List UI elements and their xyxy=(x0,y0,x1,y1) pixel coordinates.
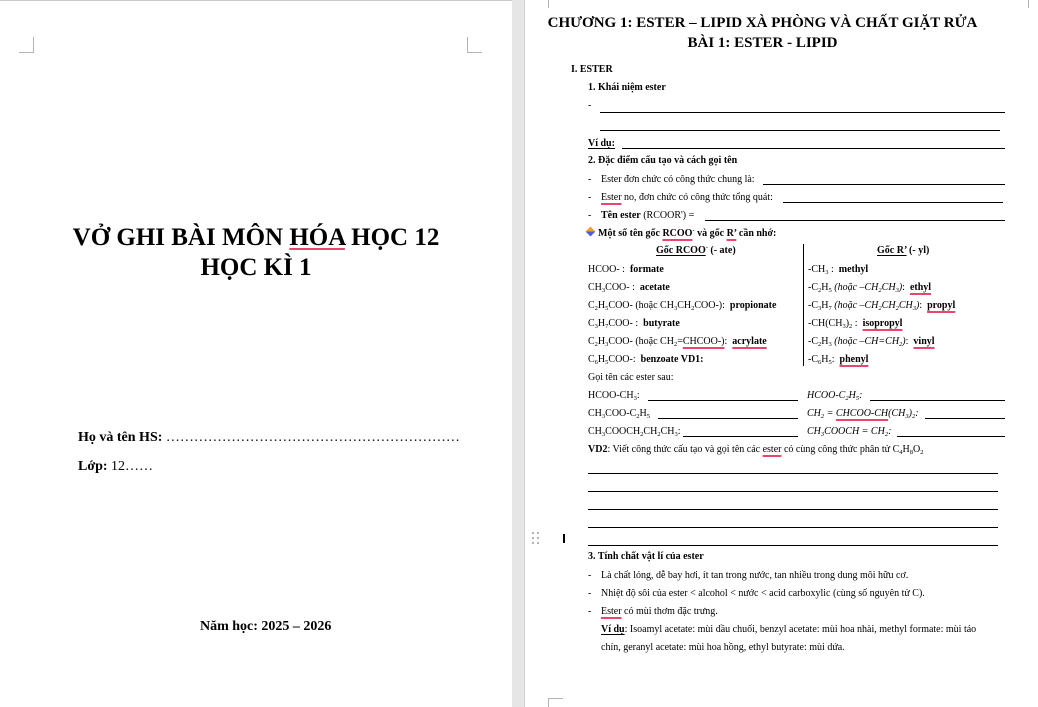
text-cursor xyxy=(563,534,565,543)
answer-line[interactable] xyxy=(897,436,1005,437)
answer-line[interactable] xyxy=(763,184,1005,185)
subsection-heading: 3. Tính chất vật lí của ester xyxy=(588,551,704,562)
table-row: $-CH(CH_3)_2$ : isopropyl xyxy=(808,318,903,330)
text-line: Ester có mùi thơm đặc trưng. xyxy=(601,606,718,617)
answer-line[interactable] xyxy=(783,202,1003,203)
exercise-item: $CH_2$ = CHCOO-$CH(CH_3)_2$: xyxy=(807,408,919,420)
answer-line[interactable] xyxy=(925,418,1005,419)
table-divider xyxy=(803,244,804,366)
answer-line[interactable] xyxy=(870,400,1005,401)
answer-line[interactable] xyxy=(600,112,1005,113)
text-line: Ester no, đơn chức có công thức tổng quát: xyxy=(601,192,773,203)
cover-page[interactable] xyxy=(0,0,512,707)
bullet-icon xyxy=(586,227,596,237)
table-row: HCOO- : formate xyxy=(588,264,664,275)
dash-bullet: - xyxy=(588,100,592,111)
table-row: $CH_3COO-$ : acetate xyxy=(588,282,670,294)
table-row: $-C_3H_7$ (hoặc $-CH_2CH_2CH_3$): propyl xyxy=(808,300,956,312)
exercise-item: HCOO-$C_2H_5$: xyxy=(807,390,863,402)
misspelled-word[interactable]: HÓA xyxy=(289,224,345,251)
margin-corner-mark xyxy=(467,37,482,53)
table-row: $C_6H_5COO-$: benzoate VD1: xyxy=(588,354,704,366)
exercise-item: $CH_3COO-C_2H_5$ xyxy=(588,408,651,420)
exercise-prompt: Gọi tên các ester sau: xyxy=(588,372,674,383)
answer-line[interactable] xyxy=(600,130,1000,131)
text-line: Nhiệt độ sôi của ester < alcohol < nước < acid carboxylic (cùng số nguyên tử C). xyxy=(601,588,925,599)
table-row: $-C_2H_3$ (hoặc $-CH=CH_2$): vinyl xyxy=(808,336,935,348)
chapter-title: CHƯƠNG 1: ESTER – LIPID XÀ PHÒNG VÀ CHẤT GIẶT RỬA xyxy=(547,15,978,31)
page-gutter xyxy=(512,0,525,707)
exercise-item: $CH_3COOCH = CH_2$: xyxy=(807,426,892,438)
margin-corner-mark xyxy=(19,37,34,53)
table-row: $C_2H_5COO-$ (hoặc $CH_3CH_2COO-$): propionate xyxy=(588,300,777,312)
table-row: $C_2H_3COO-$ (hoặc $CH_2=CHCOO-$): acrylate xyxy=(588,336,767,348)
text-line: Ester đơn chức có công thức chung là: xyxy=(601,174,755,185)
cover-title: VỞ GHI BÀI MÔN HÓA HỌC 12 HỌC KÌ 1 xyxy=(72,224,440,281)
example-label: Ví dụ: xyxy=(588,138,615,149)
subsection-heading: 1. Khái niệm ester xyxy=(588,82,666,93)
section-heading: I. ESTER xyxy=(571,64,613,75)
exercise-item: HCOO-$CH_3$: xyxy=(588,390,640,402)
table-row: $-C_6H_5$: phenyl xyxy=(808,354,869,366)
margin-corner-mark xyxy=(548,0,563,8)
class-field[interactable]: Lớp: 12…… xyxy=(78,459,154,474)
answer-line[interactable] xyxy=(648,400,798,401)
answer-line[interactable] xyxy=(683,436,798,437)
answer-line[interactable] xyxy=(588,473,998,474)
answer-line[interactable] xyxy=(588,527,998,528)
table-row: $-CH_3$ : methyl xyxy=(808,264,869,276)
subsection-heading: 2. Đặc điểm cấu tạo và cách gọi tên xyxy=(588,155,738,166)
cover-subtitle: HỌC KÌ 1 xyxy=(200,254,312,281)
lesson-title: BÀI 1: ESTER - LIPID xyxy=(687,35,838,51)
student-name-field[interactable]: Họ và tên HS: ……………………………………………………… xyxy=(78,430,460,445)
answer-line[interactable] xyxy=(588,491,998,492)
table-header-r: Gốc R’ (- yl) xyxy=(877,245,930,256)
answer-line[interactable] xyxy=(658,418,798,419)
exercise-item: $CH_3COOCH_2CH_2CH_3$: xyxy=(588,426,681,438)
remember-note: Một số tên gốc RCOO- và gốc R’ cần nhớ: xyxy=(587,228,776,239)
answer-line[interactable] xyxy=(705,220,1005,221)
margin-corner-mark xyxy=(548,698,563,707)
margin-corner-mark xyxy=(1014,0,1029,8)
lesson-page[interactable]: CHƯƠNG 1: ESTER – LIPID XÀ PHÒNG VÀ CHẤT GIẶT RỬA BÀI 1: ESTER - LIPID I. ESTER 1. Khái niệm ester - Ví dụ: 2. Đặc điểm cấu tạo và cách gọi tên - Ester đơn chức có công thức chung là: - Ester no, đơn chức có công thức tổng quát: - Tên ester (RCOOR') = Một số tên gốc RCOO- và gốc R’ cần nhớ: Gốc RCOO- (- ate) Gốc R’ (- yl) HCOO- : formate $CH_3COO-$ : acetate $C_2H_5COO-$ (hoặc $CH_3CH_2COO-$): propionate $C_3H_7COO-$ : butyrate $C_2H_3COO-$ (hoặc $CH_2=CHCOO-$): acrylate $C_6H_5COO-$: benzoate VD1: $-CH_3$ : methyl $-C_2H_5$ (hoặc $-CH_2CH_3$): ethyl $-C_3H_7$ (hoặc $-CH_2CH_2CH_3$): propyl $-CH(CH_3)_2$ : isopropyl $-C_2H_3$ (hoặc $-CH=CH_2$): vinyl $-C_6H_5$: phenyl Gọi tên các ester sau: HCOO-$CH_3$: HCOO-$C_2H_5$: $CH_3COO-C_2H_5$ $CH_2$ = CHCOO-$CH(CH_3)_2$: $CH_3COOCH_2CH_2CH_3$: $CH_3COOCH = CH_2$: VD2: Viết công thức cấu tạo và gọi tên các ester có cùng công thức phân tử $C_4H_8O_2$ 3. Tính chất vật lí của ester - Là chất lỏng, dễ bay hơi, ít tan trong nước, tan nhiều trong dung môi hữu cơ. - Nhiệt độ sôi của ester < alcohol < nước < acid carboxylic (cùng số nguyên tử C). - Ester có mùi thơm đặc trưng. Ví dụ: Isoamyl acetate: mùi dầu chuối, benzyl acetate: mùi hoa nhài, methyl formate: mùi táo chín, geranyl acetate: mùi hoa hồng, ethyl butyrate: mùi dứa. xyxy=(525,0,1038,707)
answer-line[interactable] xyxy=(622,148,1005,149)
school-year: Năm học: 2025 – 2026 xyxy=(200,619,332,634)
drag-handle-icon[interactable] xyxy=(532,532,541,545)
table-row: $C_3H_7COO-$ : butyrate xyxy=(588,318,680,330)
answer-line[interactable] xyxy=(588,545,998,546)
table-row: $-C_2H_5$ (hoặc $-CH_2CH_3$): ethyl xyxy=(808,282,932,294)
misspelled-word[interactable]: Ester xyxy=(601,192,622,203)
vd2-prompt: VD2: Viết công thức cấu tạo và gọi tên các ester có cùng công thức phân tử $C_4H_8O_2$ xyxy=(588,444,924,456)
example-line: chín, geranyl acetate: mùi hoa hồng, ethyl butyrate: mùi dứa. xyxy=(601,642,845,653)
answer-line[interactable] xyxy=(588,509,998,510)
table-header-rcoo: Gốc RCOO- (- ate) xyxy=(656,244,736,256)
text-line: Là chất lỏng, dễ bay hơi, ít tan trong nước, tan nhiều trong dung môi hữu cơ. xyxy=(601,570,909,581)
example-line: Ví dụ: Isoamyl acetate: mùi dầu chuối, benzyl acetate: mùi hoa nhài, methyl formate: mùi táo xyxy=(601,624,977,635)
text-line: Tên ester (RCOOR') = xyxy=(601,210,695,221)
